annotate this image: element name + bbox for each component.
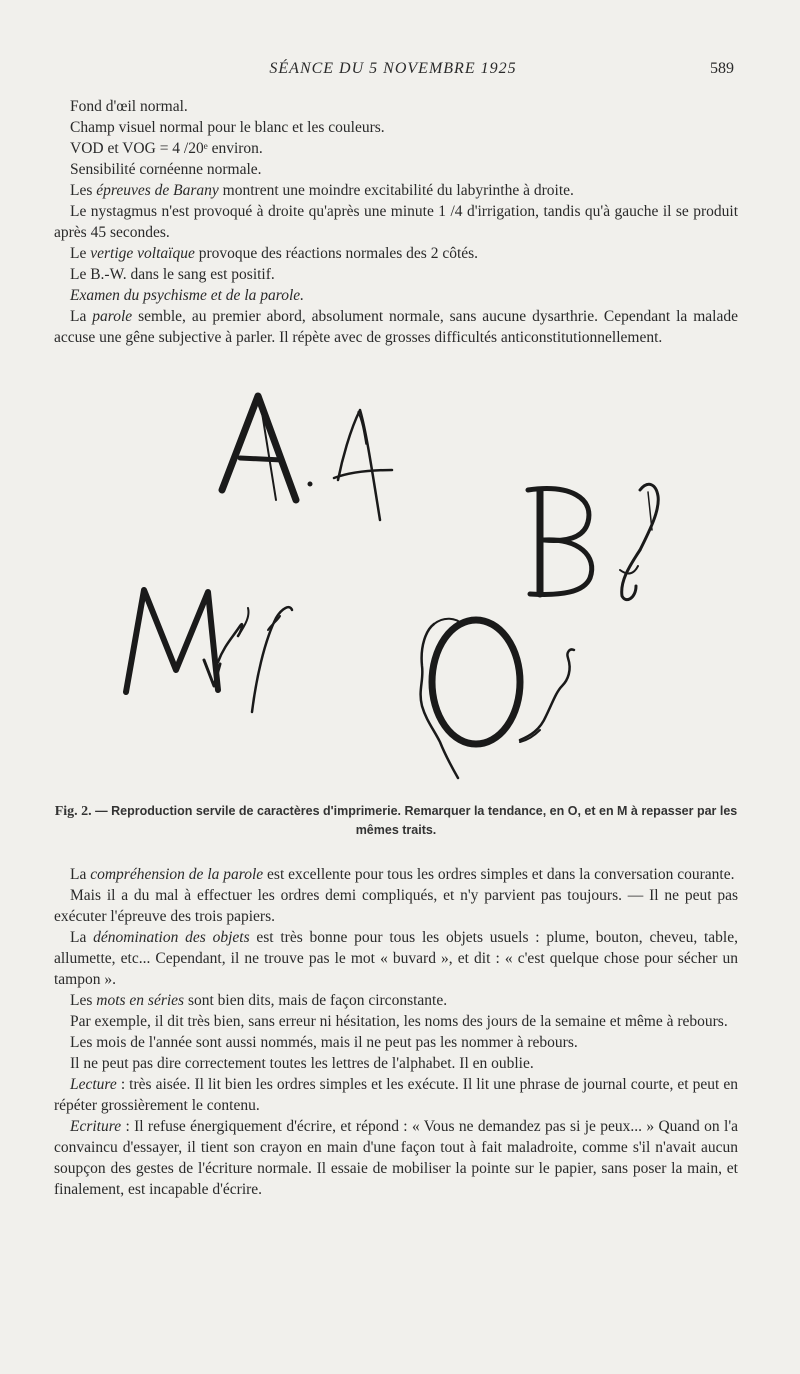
text-run: montrent une moindre excitabilité du labyrinthe à droite. — [218, 182, 574, 199]
text-run: La — [70, 929, 94, 946]
figure-caption — [54, 802, 738, 839]
text-run: sont bien dits, mais de façon circonstante. — [184, 992, 448, 1009]
paragraph — [54, 306, 738, 348]
text-run: Les — [70, 992, 97, 1009]
model-letter-b — [528, 489, 592, 595]
text-run: : très aisée. Il lit bien les ordres simples et les exécute. Il lit une phrase de journal courte, et peut en répéter grossièrement le contenu. — [54, 1076, 738, 1114]
text-run: Champ visuel normal pour le blanc et les couleurs. — [70, 119, 385, 136]
figure-label: Fig. 2. — [54, 804, 92, 819]
italic-text: Examen du psychisme et de la parole. — [70, 287, 305, 304]
italic-text: vertige voltaïque — [90, 245, 195, 262]
text-run: : Il refuse énergiquement d'écrire, et répond : « Vous ne demandez pas si je peux... » Quand on l'a convaincu d'essayer, il tient son crayon en main d'une façon tout à fait maladroite, comme s'il n'avait aucun soupçon des gestes de l'écriture normale. Il essaie de mobiliser la pointe sur le papier, sans poser la main, et finalement, est incapable d'écrire. — [54, 1118, 738, 1198]
model-letter-o — [432, 620, 520, 744]
text-run: Le B.-W. dans le sang est positif. — [70, 266, 275, 283]
copy-letter-m — [218, 607, 292, 712]
text-run: est très bonne pour tous les objets usuels : plume, bouton, cheveu, table, allumette, etc... Cependant, il ne trouve pas le mot « buvard », et dit : « c'est quelque chose pour sécher un tampon ». — [54, 929, 738, 988]
paragraph — [54, 1074, 738, 1116]
copy-letter-a — [334, 410, 392, 520]
paragraph — [54, 285, 738, 306]
paragraph — [54, 159, 738, 180]
model-letter-m — [126, 590, 220, 692]
page-number: 589 — [710, 60, 734, 77]
italic-text: mots en séries — [96, 992, 185, 1009]
paragraph — [54, 180, 738, 201]
paragraph — [54, 201, 738, 243]
paragraph — [54, 990, 738, 1011]
paragraph — [54, 1011, 738, 1032]
text-run: Le nystagmus n'est provoqué à droite qu'après une minute 1 /4 d'irrigation, tandis qu'à gauche il se produit après 45 secondes. — [54, 203, 738, 241]
italic-text: épreuves de Barany — [96, 182, 219, 199]
text-run: semble, au premier abord, absolument normale, sans aucune dysarthrie. Cependant la malade accuse une gêne subjective à parler. Il répète avec de grosses difficultés anticonstitutionnellement. — [54, 308, 738, 346]
italic-text: dénomination des objets — [93, 929, 250, 946]
italic-text: compréhension de la parole — [90, 866, 264, 883]
text-run: est excellente pour tous les ordres simples et dans la conversation courante. — [263, 866, 735, 883]
dot-mark — [308, 482, 312, 486]
model-letter-a — [222, 396, 296, 500]
text-run: La — [70, 308, 93, 325]
text-run: Par exemple, il dit très bien, sans erreur ni hésitation, les noms des jours de la semaine et même à rebours. — [70, 1013, 728, 1030]
paragraph — [54, 138, 738, 159]
running-title: SÉANCE DU 5 NOVEMBRE 1925 — [269, 60, 517, 77]
paragraph — [54, 117, 738, 138]
copy-letter-b — [620, 484, 658, 599]
text-run: Le — [70, 245, 91, 262]
text-run: provoque des réactions normales des 2 côtés. — [194, 245, 479, 262]
paragraph — [54, 243, 738, 264]
italic-text: Ecriture — [70, 1118, 122, 1135]
italic-text: Lecture — [70, 1076, 117, 1093]
text-run: Mais il a du mal à effectuer les ordres demi compliqués, et n'y parvient pas toujours. — Il ne peut pas exécuter l'épreuve des trois papiers. — [54, 887, 738, 925]
paragraph — [54, 864, 738, 885]
paragraph — [54, 96, 738, 117]
text-run: Fond d'œil normal. — [70, 98, 188, 115]
paragraph — [54, 1032, 738, 1053]
text-run: VOD et VOG = 4 /20ᵉ environ. — [70, 140, 263, 157]
caption-text: — Reproduction servile de caractères d'imprimerie. Remarquer la tendance, en O, et en M à repasser par les mêmes traits. — [91, 804, 738, 837]
text-run: Il ne peut pas dire correctement toutes les lettres de l'alphabet. Il en oublie. — [70, 1055, 534, 1072]
paragraph — [54, 1116, 738, 1200]
italic-text: parole — [92, 308, 133, 325]
text-run: Les — [70, 182, 97, 199]
paragraph — [54, 264, 738, 285]
paragraph — [54, 885, 738, 927]
page-header — [0, 60, 800, 82]
top-text-block — [54, 96, 738, 348]
text-run: Sensibilité cornéenne normale. — [70, 161, 262, 178]
text-run: La — [70, 866, 91, 883]
paragraph — [54, 1053, 738, 1074]
handwriting-figure — [100, 380, 700, 790]
text-run: Les mois de l'année sont aussi nommés, mais il ne peut pas les nommer à rebours. — [70, 1034, 578, 1051]
paragraph — [54, 927, 738, 990]
bottom-text-block — [54, 864, 738, 1200]
figure-2 — [100, 380, 700, 790]
